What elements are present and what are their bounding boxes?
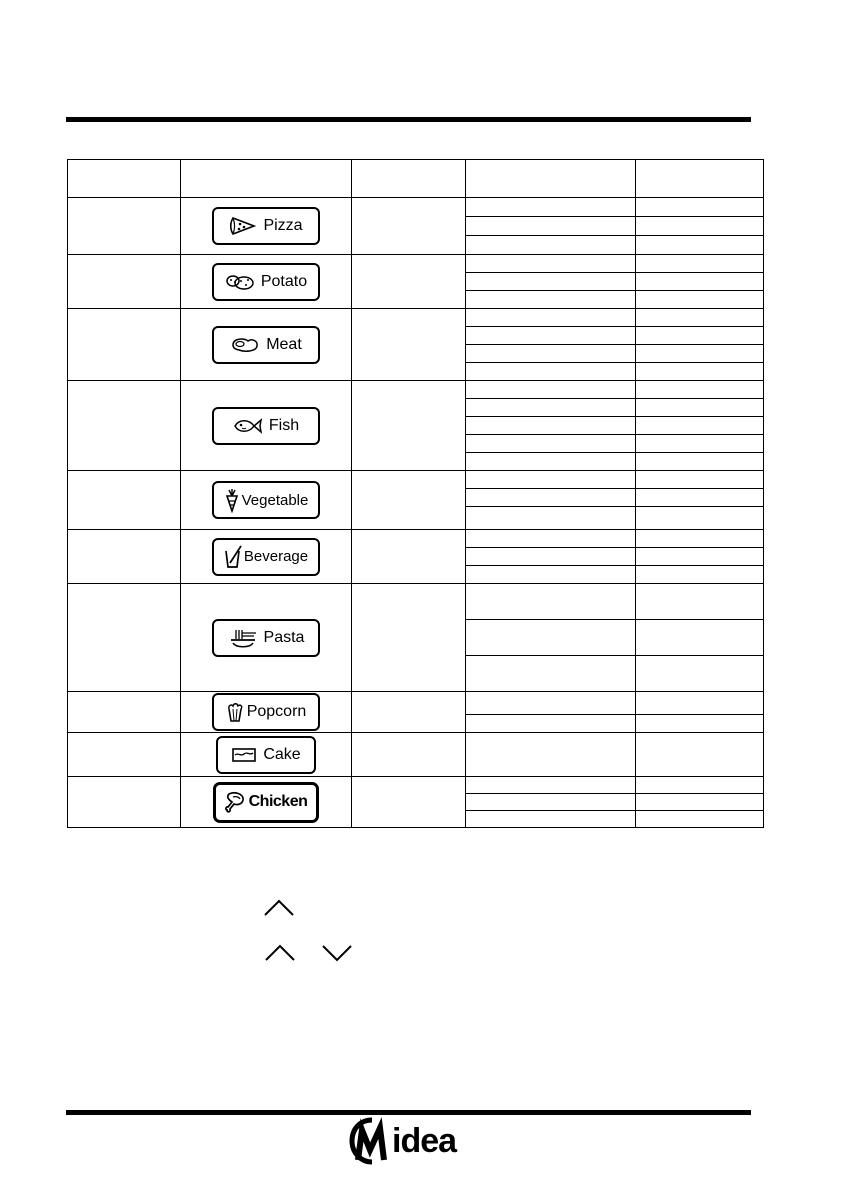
- meat-icon: [230, 335, 260, 355]
- potato-button-label: Potato: [260, 272, 308, 290]
- table-row: [68, 471, 764, 489]
- popcorn-icon: [226, 701, 244, 723]
- cake-button[interactable]: [216, 736, 316, 774]
- bottom-rule: [66, 1110, 751, 1115]
- table-row: [68, 309, 764, 327]
- header-cell: [636, 160, 764, 198]
- auto-menu-table: [67, 159, 764, 828]
- header-cell: [68, 160, 181, 198]
- pizza-button-label: Pizza: [263, 217, 303, 234]
- table-row: [68, 692, 764, 715]
- header-cell: [181, 160, 352, 198]
- table-row: [68, 584, 764, 620]
- header-cell: [352, 160, 466, 198]
- beverage-button[interactable]: [212, 538, 320, 576]
- chicken-button[interactable]: [213, 782, 319, 823]
- fish-button-label: Fish: [268, 416, 300, 434]
- header-cell: [466, 160, 636, 198]
- midea-logo: [348, 1116, 456, 1166]
- chicken-button-label: Chicken: [248, 793, 308, 810]
- cake-button-label: Cake: [263, 745, 301, 763]
- popcorn-button-label: Popcorn: [246, 703, 307, 720]
- table-row: [68, 777, 764, 794]
- table-row: [68, 381, 764, 399]
- vegetable-button[interactable]: [212, 481, 320, 519]
- chevron-up-icon: [263, 899, 295, 917]
- popcorn-button[interactable]: [212, 693, 320, 731]
- chevron-up-icon: [264, 944, 296, 962]
- chevron-down-icon: [321, 944, 353, 962]
- meat-button-label: Meat: [266, 335, 302, 353]
- meat-button[interactable]: [212, 326, 320, 364]
- table-row: [68, 198, 764, 217]
- pizza-button[interactable]: [212, 207, 320, 245]
- vegetable-button-label: Vegetable: [241, 491, 309, 509]
- pasta-button[interactable]: [212, 619, 320, 657]
- chicken-leg-icon: [225, 790, 247, 814]
- pasta-icon: [228, 627, 258, 649]
- table-row: [68, 255, 764, 273]
- fish-icon: [233, 416, 263, 436]
- top-rule: [66, 117, 751, 122]
- carrot-icon: [224, 487, 240, 513]
- glass-icon: [224, 545, 242, 569]
- pasta-button-label: Pasta: [263, 628, 305, 646]
- brand-wordmark: idea: [392, 1121, 457, 1160]
- beverage-button-label: Beverage: [243, 548, 309, 565]
- potato-icon: [225, 272, 255, 292]
- pizza-icon: [229, 215, 257, 237]
- table-row: [68, 733, 764, 777]
- potato-button[interactable]: [212, 263, 320, 301]
- table-row: [68, 530, 764, 548]
- cake-icon: [231, 746, 257, 764]
- fish-button[interactable]: [212, 407, 320, 445]
- table-header-row: [68, 160, 764, 198]
- midea-logo-icon: [348, 1116, 396, 1166]
